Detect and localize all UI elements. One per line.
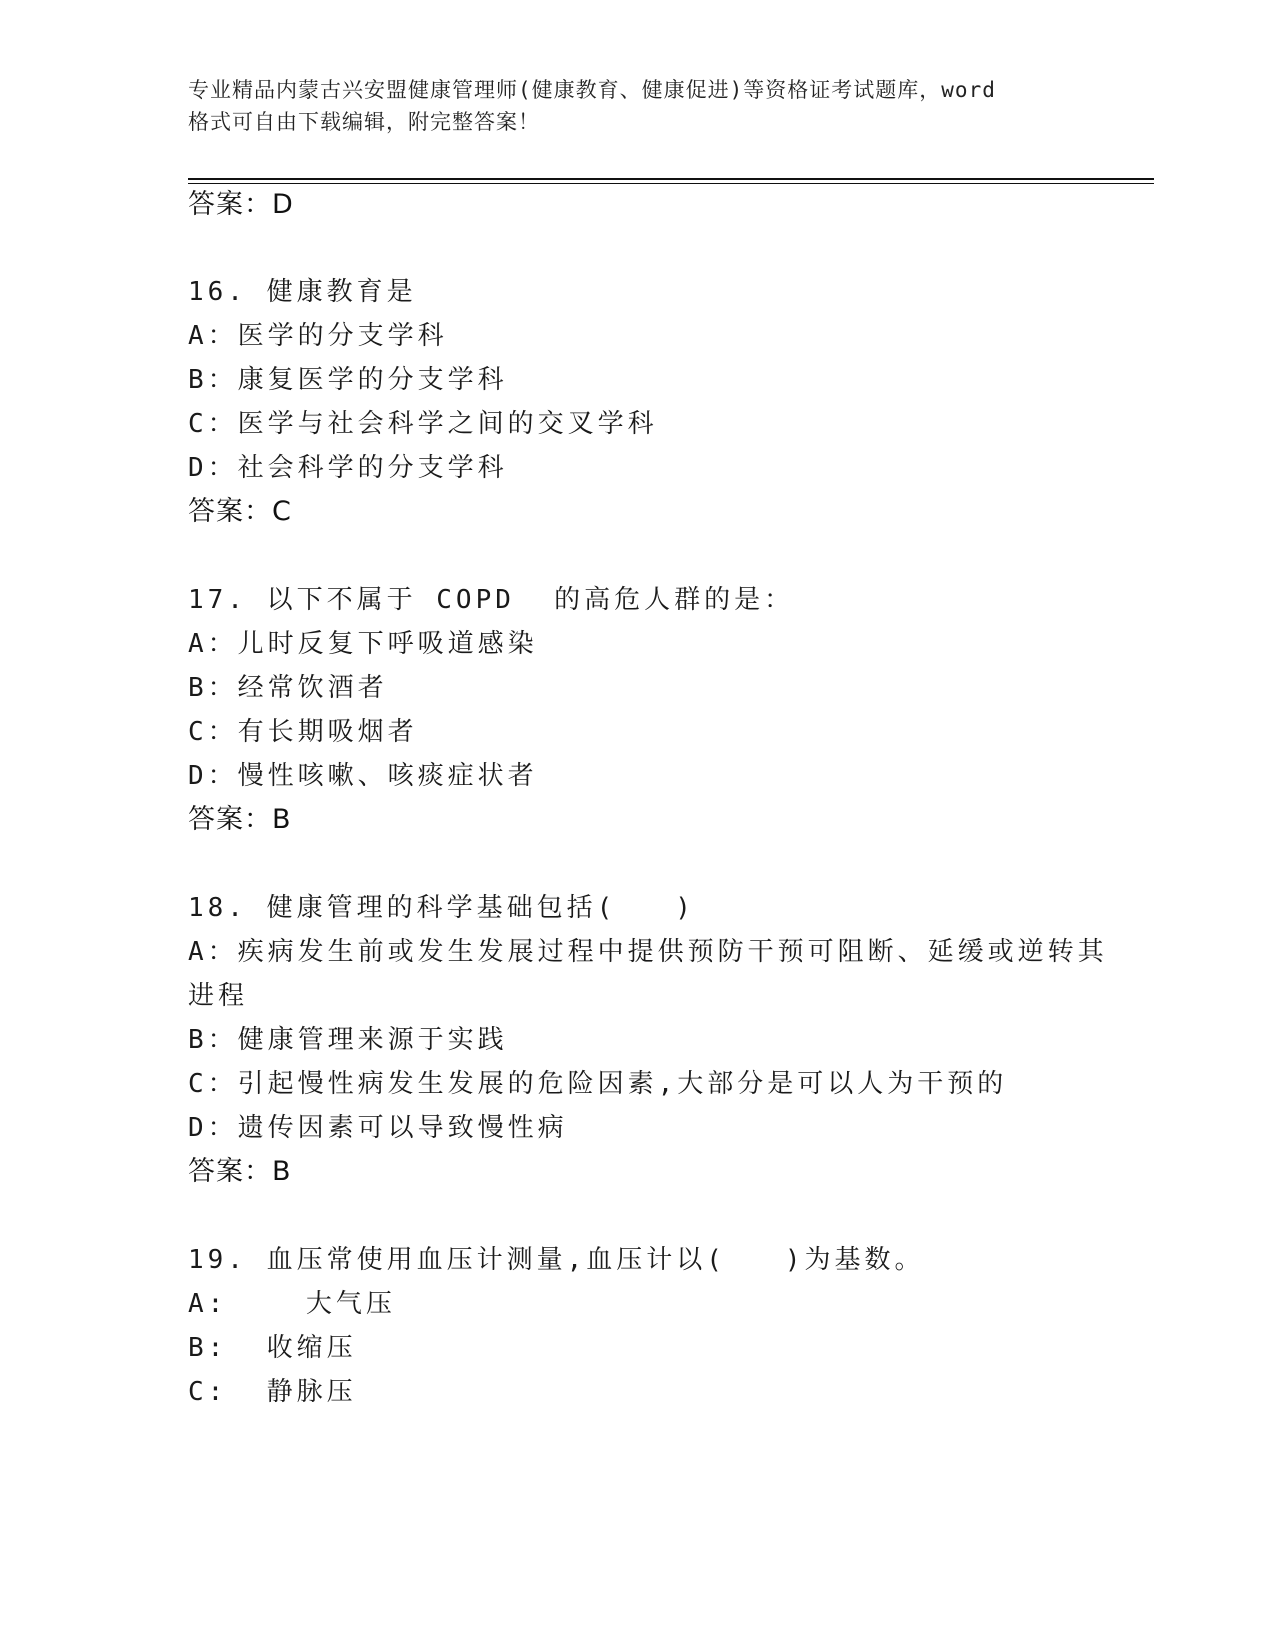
- question-16-option-c: C：医学与社会科学之间的交叉学科: [188, 409, 658, 439]
- answer-16: 答案：C: [188, 496, 292, 527]
- question-18-option-d: D：遗传因素可以导致慢性病: [188, 1113, 568, 1143]
- header-divider-thin: [188, 183, 1154, 184]
- header-line-2: 格式可自由下载编辑，附完整答案！: [188, 110, 540, 134]
- question-17-option-b: B：经常饮酒者: [188, 673, 388, 703]
- question-17-stem: 17. 以下不属于 COPD 的高危人群的是：: [188, 585, 795, 615]
- question-18-option-a: A：疾病发生前或发生发展过程中提供预防干预可阻断、延缓或逆转其: [188, 937, 1108, 967]
- question-16-option-d: D：社会科学的分支学科: [188, 453, 508, 483]
- question-19-option-c: C: 静脉压: [188, 1377, 357, 1407]
- question-19-option-a: A: 大气压: [188, 1289, 396, 1319]
- question-18-option-a-continued: 进程: [188, 981, 249, 1011]
- document-header: [188, 74, 1088, 138]
- answer-17: 答案：B: [188, 804, 292, 835]
- question-16-stem: 16. 健康教育是: [188, 277, 417, 307]
- answer-18: 答案：B: [188, 1156, 292, 1187]
- question-18-stem: 18. 健康管理的科学基础包括( ): [188, 893, 695, 923]
- question-19-option-b: B: 收缩压: [188, 1333, 357, 1363]
- question-16-option-b: B：康复医学的分支学科: [188, 365, 508, 395]
- question-18-option-b: B：健康管理来源于实践: [188, 1025, 508, 1055]
- question-17-option-a: A：儿时反复下呼吸道感染: [188, 629, 538, 659]
- question-17-option-c: C：有长期吸烟者: [188, 717, 418, 747]
- answer-15: 答案：D: [188, 189, 294, 220]
- question-19-stem: 19. 血压常使用血压计测量,血压计以( )为基数。: [188, 1245, 925, 1275]
- header-line-1: 专业精品内蒙古兴安盟健康管理师(健康教育、健康促进)等资格证考试题库，word: [188, 78, 996, 102]
- question-16-option-a: A：医学的分支学科: [188, 321, 448, 351]
- header-divider-thick: [188, 178, 1154, 180]
- question-17-option-d: D：慢性咳嗽、咳痰症状者: [188, 761, 538, 791]
- question-18-option-c: C：引起慢性病发生发展的危险因素,大部分是可以人为干预的: [188, 1069, 1008, 1099]
